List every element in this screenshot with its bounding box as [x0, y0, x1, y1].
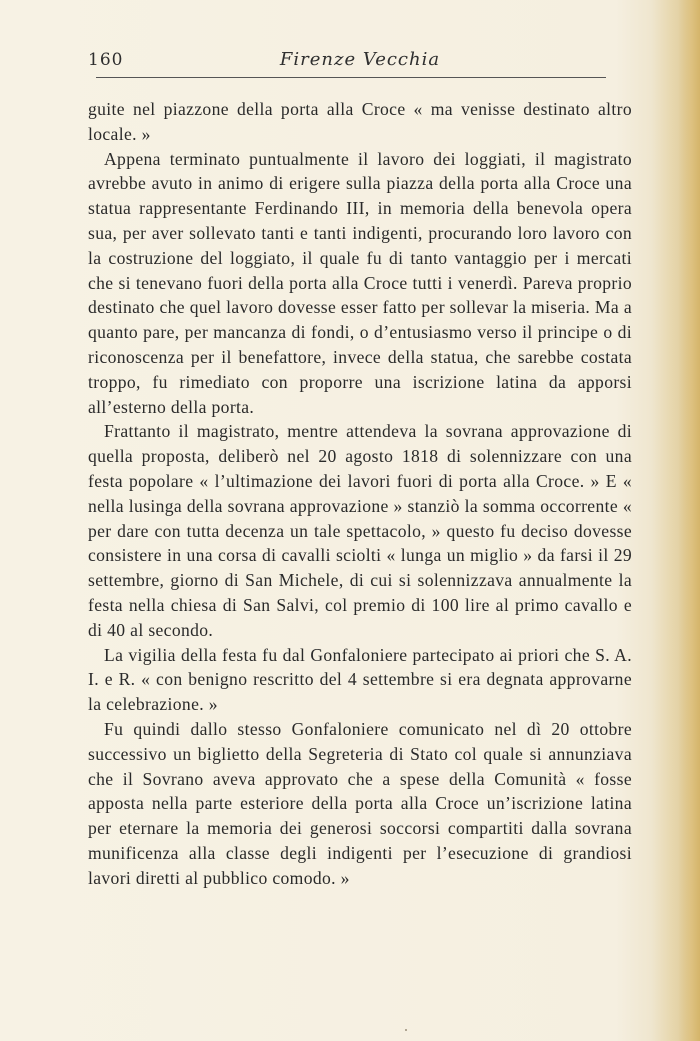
- header-rule: [96, 77, 606, 78]
- paragraph: Fu quindi dallo stesso Gonfaloniere comunicato nel dì 20 ottobre successivo un biglietto della Segreteria di Stato col quale si annunziava che il Sovrano aveva approvato che a spese della Comunità « fosse apposta nella parte esteriore della porta alla Croce un’iscrizione latina per eternare la memoria dei generosi soccorsi compartiti dalla sovrana munificenza alla classe degli indigenti per l’esecuzione di grandiosi lavori diretti al pubblico comodo. »: [88, 718, 632, 888]
- running-header: [88, 50, 632, 78]
- page-number: 160: [88, 50, 124, 70]
- paragraph-continuation: guite nel piazzone della porta alla Croce « ma venisse destinato altro locale. »: [88, 99, 632, 144]
- page-speck: [405, 1029, 407, 1031]
- paragraph: La vigilia della festa fu dal Gonfaloniere partecipato ai priori che S. A. I. e R. « con benigno rescritto del 4 settembre si era degnata approvarne la celebrazione. »: [88, 644, 632, 715]
- paragraph: Frattanto il magistrato, mentre attendeva la sovrana approvazione di quella proposta, deliberò nel 20 agosto 1818 di solennizzare con una festa popolare « l’ultimazione dei lavori fuori di porta alla Croce. » E « nella lusinga della sovrana approvazione » stanziò la somma occorrente « per dare con tutta decenza un tale spettacolo, » questo fu deciso dovesse consistere in una corsa di cavalli sciolti « lunga un miglio » da farsi il 29 settembre, giorno di San Michele, di cui si solennizzava annualmente la festa nella chiesa di San Salvi, col premio di 100 lire al primo cavallo e di 40 al secondo.: [88, 421, 632, 640]
- paragraph: Appena terminato puntualmente il lavoro dei loggiati, il magistrato avrebbe avuto in animo di erigere sulla piazza della porta alla Croce una statua rappresentante Ferdinando III, in memoria della benevola opera sua, per aver sollevato tanti e tanti indigenti, procurando loro lavoro con la costruzione del loggiato, il quale fu di tanto vantaggio per i mercati che si tenevano fuori della porta alla Croce tutti i venerdì. Pareva proprio destinato che quel lavoro dovesse esser fatto per sollevar la miseria. Ma a quanto pare, per mancanza di fondi, o d’entusiasmo verso il principe o di riconoscenza per il benefattore, invece della statua, che sarebbe costata troppo, fu rimediato con proporre una iscrizione latina da apporsi all’esterno della porta.: [88, 148, 632, 417]
- running-title: Firenze Vecchia: [279, 49, 441, 70]
- page-edge-shadow: [678, 0, 700, 1041]
- body-text: [88, 97, 632, 891]
